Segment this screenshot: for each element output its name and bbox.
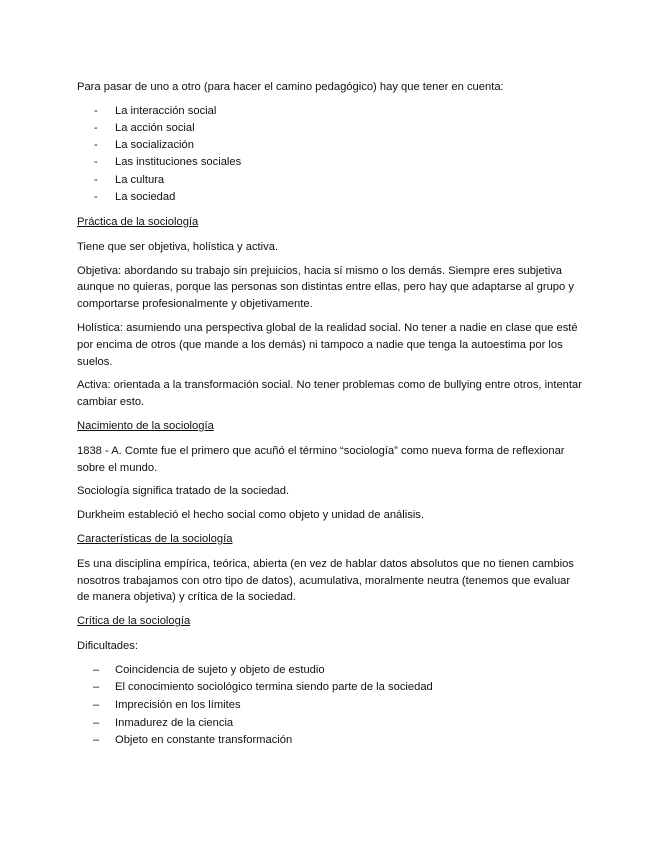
section-heading-nacimiento: Nacimiento de la sociología	[77, 419, 214, 432]
dash-bullet: –	[93, 716, 100, 729]
paragraph: Tiene que ser objetiva, holística y activa.	[77, 240, 279, 253]
intro-paragraph: Para pasar de uno a otro (para hacer el camino pedagógico) hay que tener en cuenta:	[77, 81, 504, 93]
list-item-text: El conocimiento sociológico termina siendo parte de la sociedad	[115, 681, 433, 694]
dash-bullet: –	[93, 663, 100, 676]
dash-bullet: -	[94, 156, 98, 169]
dash-bullet: –	[93, 734, 100, 747]
list-item-text: Objeto en constante transformación	[115, 734, 293, 747]
document-page	[77, 79, 582, 758]
list-item	[77, 120, 582, 137]
dificultades-list	[77, 662, 582, 750]
intro-list	[77, 103, 582, 206]
list-item	[77, 732, 582, 750]
dash-bullet: –	[93, 681, 100, 694]
list-item	[77, 679, 582, 697]
list-item-text: La acción social	[115, 122, 195, 134]
dash-bullet: -	[94, 190, 98, 203]
paragraph: Objetiva: abordando su trabajo sin prejuicios, hacia sí mismo o los demás. Siempre eres subjetiva aunque no quieras, porque las personas son distintas entre ellas, pero hay que adaptarse al grupo y comportarse profesionalmente y objetivamente.	[77, 264, 574, 311]
dash-bullet: -	[94, 104, 98, 117]
section-heading-critica: Crítica de la sociología	[77, 615, 191, 628]
list-item-text: Las instituciones sociales	[115, 156, 242, 169]
list-item-text: Imprecisión en los límites	[115, 698, 241, 711]
list-item	[77, 172, 582, 189]
list-item	[77, 662, 582, 680]
list-item	[77, 137, 582, 154]
list-item	[77, 154, 582, 171]
dash-bullet: -	[94, 122, 98, 134]
list-item-text: Coincidencia de sujeto y objeto de estudio	[115, 663, 325, 676]
dash-bullet: -	[94, 139, 98, 152]
paragraph: Sociología significa tratado de la sociedad.	[77, 485, 290, 498]
list-item-text: La sociedad	[115, 190, 176, 203]
list-item-text: La cultura	[115, 173, 165, 186]
paragraph: Holística: asumiendo una perspectiva global de la realidad social. No tener a nadie en clase que esté por encima de otros (que mande a los demás) ni tampoco a nadie que tenga la autoestima por los suelos.	[77, 322, 578, 368]
section-heading-practica: Práctica de la sociología	[77, 216, 199, 229]
paragraph: Es una disciplina empírica, teórica, abierta (en vez de hablar datos absolutos que no tienen cambios nosotros trabajamos con otro tipo de datos), acumulativa, moralmente neutra (tenemos que evaluar de manera objetiva) y crítica de la sociedad.	[77, 557, 574, 604]
section-heading-caracteristicas: Características de la sociología	[77, 532, 233, 545]
list-item-text: Inmadurez de la ciencia	[115, 716, 234, 729]
paragraph: Dificultades:	[77, 639, 138, 652]
dash-bullet: -	[94, 173, 98, 186]
list-item-text: La interacción social	[115, 104, 217, 117]
dash-bullet: –	[93, 698, 100, 711]
paragraph: Activa: orientada a la transformación social. No tener problemas como de bullying entre otros, intentar cambiar esto.	[77, 379, 582, 409]
list-item	[77, 697, 582, 715]
paragraph: 1838 - A. Comte fue el primero que acuñó el término “sociología” como nueva forma de reflexionar sobre el mundo.	[77, 444, 565, 474]
list-item	[77, 715, 582, 733]
list-item	[77, 189, 582, 206]
list-item-text: La socialización	[115, 139, 194, 152]
list-item	[77, 103, 582, 120]
paragraph: Durkheim estableció el hecho social como objeto y unidad de análisis.	[77, 509, 425, 522]
